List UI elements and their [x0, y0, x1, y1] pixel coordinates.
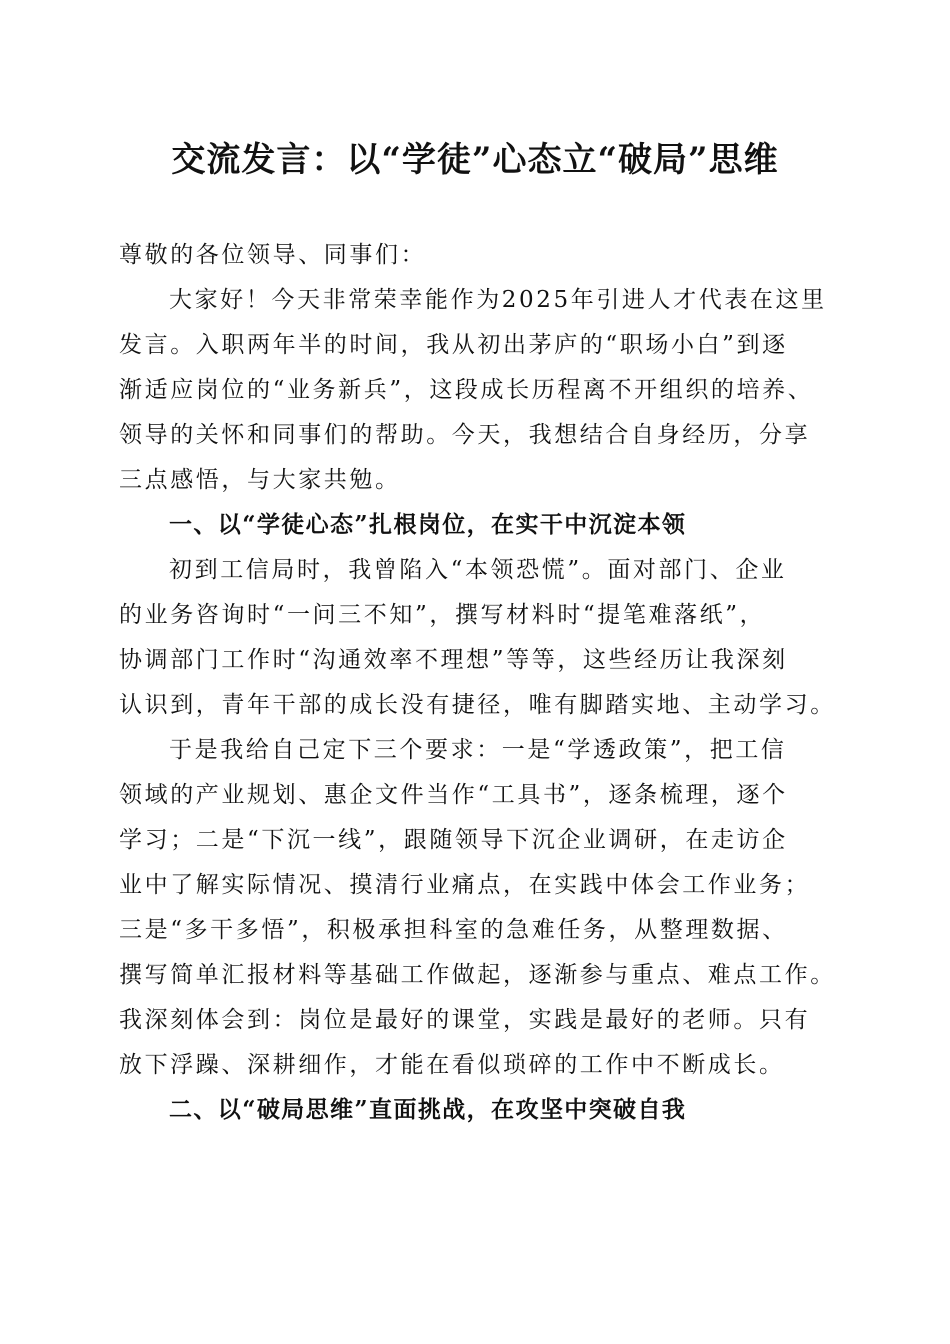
paragraph-line: 的业务咨询时“一问三不知”，撰写材料时“提笔难落纸”， [119, 602, 766, 628]
paragraph-line: 领域的产业规划、惠企文件当作“工具书”，逐条梳理，逐个 [119, 782, 788, 808]
paragraph-line: 领导的关怀和同事们的帮助。今天，我想结合自身经历，分享 [119, 422, 811, 448]
paragraph-line: 三是“多干多悟”，积极承担科室的急难任务，从整理数据、 [119, 917, 788, 943]
section-heading-2: 二、以“破局思维”直面挑战，在攻坚中突破自我 [169, 1096, 687, 1123]
paragraph-line: 大家好！今天非常荣幸能作为2025年引进人才代表在这里 [169, 287, 827, 313]
paragraph-line: 学习；二是“下沉一线”，跟随领导下沉企业调研，在走访企 [119, 827, 788, 853]
document-title: 交流发言：以“学徒”心态立“破局”思维 [171, 140, 779, 180]
section-heading-1: 一、以“学徒心态”扎根岗位，在实干中沉淀本领 [169, 511, 687, 538]
paragraph-line: 发言。入职两年半的时间，我从初出茅庐的“职场小白”到逐 [119, 332, 788, 358]
paragraph-line: 我深刻体会到：岗位是最好的课堂，实践是最好的老师。只有 [119, 1007, 811, 1033]
paragraph-line: 三点感悟，与大家共勉。 [119, 467, 401, 493]
paragraph-line: 协调部门工作时“沟通效率不理想”等等，这些经历让我深刻 [119, 647, 788, 673]
paragraph-line: 撰写简单汇报材料等基础工作做起，逐渐参与重点、难点工作。 [119, 962, 836, 988]
paragraph-line: 认识到，青年干部的成长没有捷径，唯有脚踏实地、主动学习。 [119, 692, 836, 718]
paragraph-line: 放下浮躁、深耕细作，才能在看似琐碎的工作中不断成长。 [119, 1052, 785, 1078]
paragraph-line: 初到工信局时，我曾陷入“本领恐慌”。面对部门、企业 [169, 557, 787, 583]
salutation: 尊敬的各位领导、同事们： [119, 242, 427, 268]
paragraph-line: 渐适应岗位的“业务新兵”，这段成长历程离不开组织的培养、 [119, 377, 814, 403]
paragraph-line: 于是我给自己定下三个要求：一是“学透政策”，把工信 [169, 737, 787, 763]
paragraph-line: 业中了解实际情况、摸清行业痛点，在实践中体会工作业务； [119, 872, 811, 898]
